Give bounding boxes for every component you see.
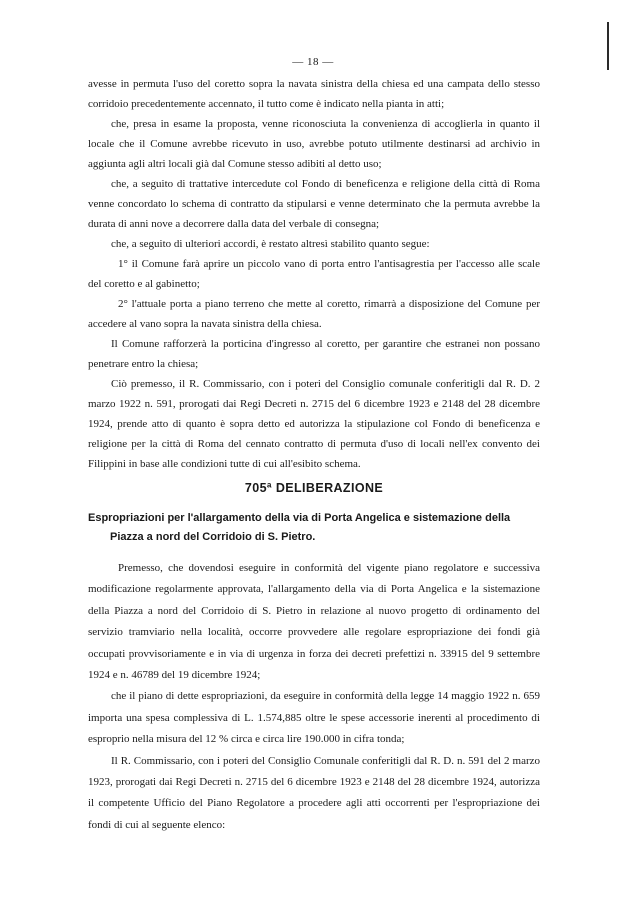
paragraph: Premesso, che dovendosi eseguire in conformità del vigente piano regolatore e successiva modificazione regolarmente approvata, l'allargamento della via di Porta Angelica e la sistemazione della Piazza a nord del Corridoio di S. Pietro in relazione al nuovo progetto di ordinamento del servizio tramviario nella località, occorre provvedere alle regolare espropriazione dei fondi già occupati provvisoriamente e in via di urgenza in forza dei decreti prefettizi n. 33915 del 9 settembre 1924 e n. 46789 del 19 dicembre 1924; xyxy=(88,562,540,682)
list-item: 1° il Comune farà aprire un piccolo vano di porta entro l'antisagrestia per l'accesso alle scale del coretto e al gabinetto; xyxy=(88,258,540,290)
page-number: — 18 — xyxy=(292,56,334,68)
paragraph: Il R. Commissario, con i poteri del Consiglio Comunale conferitigli dal R. D. n. 591 del 2 marzo 1923, prorogati dai Regi Decreti n. 2715 del 6 dicembre 1923 e 2148 del 28 dicembre 1924, autorizza il competente Ufficio del Piano Regolatore a procedere agli atti occorrenti per l'espropriazione dei fondi di cui al seguente elenco: xyxy=(88,754,540,831)
section-previous-deliberation xyxy=(88,74,540,474)
list-item: 2° l'attuale porta a piano terreno che mette al coretto, rimarrà a disposizione del Comune per accedere al vano sopra la navata sinistra della chiesa. xyxy=(88,298,540,330)
paragraph: Ciò premesso, il R. Commissario, con i poteri del Consiglio comunale conferitigli dal R. D. 2 marzo 1922 n. 591, prorogati dai Regi Decreti n. 2715 del 6 dicembre 1923 e 2148 del 28 dicembre 1924, prende atto di quanto è sopra detto ed autorizza la stipulazione col Fondo di beneficenza e religione per la città di Roma del cennato contratto di permuta d'uso di locali nell'ex convento dei Filippini in base alle condizioni tutte di cui all'esibito schema. xyxy=(88,378,540,470)
paragraph: che, presa in esame la proposta, venne riconosciuta la convenienza di accoglierla in quanto il locale che il Comune avrebbe ricevuto in uso, avrebbe potuto utilmente destinarsi ad archivio in aggiunta agli altri locali già dal Comune stesso adibiti al detto uso; xyxy=(88,118,540,170)
deliberation-subject xyxy=(88,509,540,547)
paragraph: che, a seguito di trattative intercedute col Fondo di beneficenza e religione della città di Roma venne concordato lo schema di contratto da stipularsi e venne determinato che la permuta avrebbe la durata di anni nove a decorrere dalla data del verbale di consegna; xyxy=(88,178,540,230)
subject-line-1: Espropriazioni per l'allargamento della via di Porta Angelica e sistemazione della xyxy=(88,512,511,524)
paragraph: avesse in permuta l'uso del coretto sopra la navata sinistra della chiesa ed una campata dello stesso corridoio precedentemente accennato, il tutto come è indicato nella pianta in atti; xyxy=(88,78,540,110)
paragraph: che, a seguito di ulteriori accordi, è restato altresì stabilito quanto segue: xyxy=(111,238,430,250)
deliberation-heading: 705ª DELIBERAZIONE xyxy=(244,481,384,495)
paragraph: Il Comune rafforzerà la porticina d'ingresso al coretto, per garantire che estranei non possano penetrare entro la chiesa; xyxy=(88,338,540,370)
section-705-deliberation xyxy=(88,558,540,836)
subject-line-2: Piazza a nord del Corridoio di S. Pietro. xyxy=(110,531,316,543)
paragraph: che il piano di dette espropriazioni, da eseguire in conformità della legge 14 maggio 1922 n. 659 importa una spesa complessiva di L. 1.574,885 oltre le spese accessorie inerenti al procedimento di esproprio nella misura del 12 % circa e circa lire 190.000 in cifra tonda; xyxy=(88,690,540,746)
